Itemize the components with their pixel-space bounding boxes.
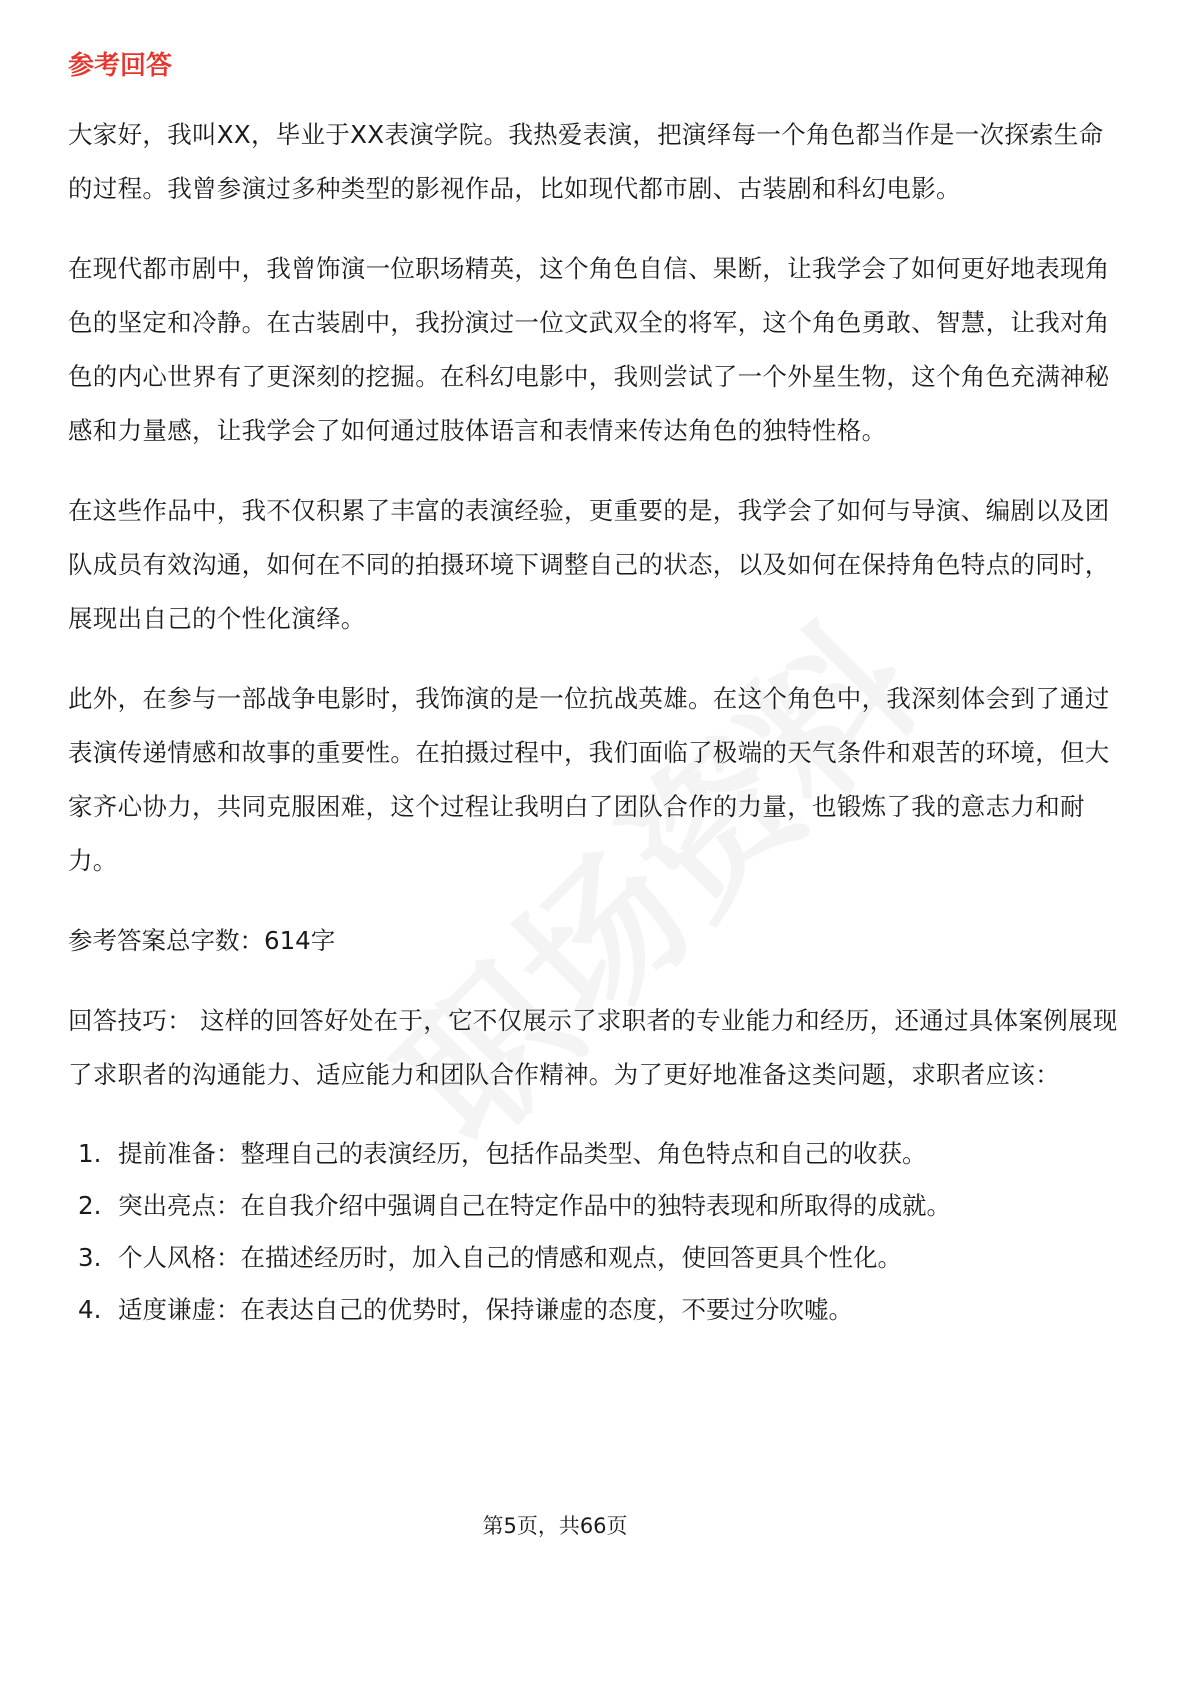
paragraph-intro: 大家好，我叫XX，毕业于XX表演学院。我热爱表演，把演绎每一个角色都当作是一次探索生命的过程。我曾参演过多种类型的影视作品，比如现代都市剧、古装剧和科幻电影。 <box>68 120 1104 203</box>
section-title: 参考回答 <box>68 51 173 81</box>
list-number: 2. <box>78 1191 102 1220</box>
paragraph-roles: 在现代都市剧中，我曾饰演一位职场精英，这个角色自信、果断，让我学会了如何更好地表现角色的坚定和冷静。在古装剧中，我扮演过一位文武双全的将军，这个角色勇敢、智慧，让我对角色的内心世界有了更深刻的挖掘。在科幻电影中，我则尝试了一个外星生物，这个角色充满神秘感和力量感，让我学会了如何通过肢体语言和表情来传达角色的独特性格。 <box>68 254 1110 445</box>
list-item <box>68 1180 1124 1232</box>
list-number: 3. <box>78 1243 102 1272</box>
list-item <box>68 1128 1124 1180</box>
word-count: 参考答案总字数：614字 <box>68 926 336 955</box>
list-item <box>68 1232 1124 1284</box>
list-text: 突出亮点：在自我介绍中强调自己在特定作品中的独特表现和所取得的成就。 <box>118 1191 951 1220</box>
tips-list <box>68 1128 1124 1336</box>
list-item <box>68 1284 1124 1336</box>
list-number: 4. <box>78 1295 102 1324</box>
page-footer: 第5页，共66页 <box>482 1514 628 1538</box>
list-text: 个人风格：在描述经历时，加入自己的情感和观点，使回答更具个性化。 <box>118 1243 902 1272</box>
answer-tips: 回答技巧： 这样的回答好处在于，它不仅展示了求职者的专业能力和经历，还通过具体案例展现了求职者的沟通能力、适应能力和团队合作精神。为了更好地准备这类问题，求职者应该： <box>68 1006 1118 1089</box>
list-number: 1. <box>78 1139 102 1168</box>
paragraph-war-film: 此外，在参与一部战争电影时，我饰演的是一位抗战英雄。在这个角色中，我深刻体会到了通过表演传递情感和故事的重要性。在拍摄过程中，我们面临了极端的天气条件和艰苦的环境，但大家齐心协力，共同克服困难，这个过程让我明白了团队合作的力量，也锻炼了我的意志力和耐力。 <box>68 684 1110 875</box>
page-content <box>68 40 1124 1336</box>
list-text: 适度谦虚：在表达自己的优势时，保持谦虚的态度，不要过分吹嘘。 <box>118 1295 853 1324</box>
list-text: 提前准备：整理自己的表演经历，包括作品类型、角色特点和自己的收获。 <box>118 1139 927 1168</box>
paragraph-experience: 在这些作品中，我不仅积累了丰富的表演经验，更重要的是，我学会了如何与导演、编剧以及团队成员有效沟通，如何在不同的拍摄环境下调整自己的状态，以及如何在保持角色特点的同时，展现出自己的个性化演绎。 <box>68 496 1110 633</box>
